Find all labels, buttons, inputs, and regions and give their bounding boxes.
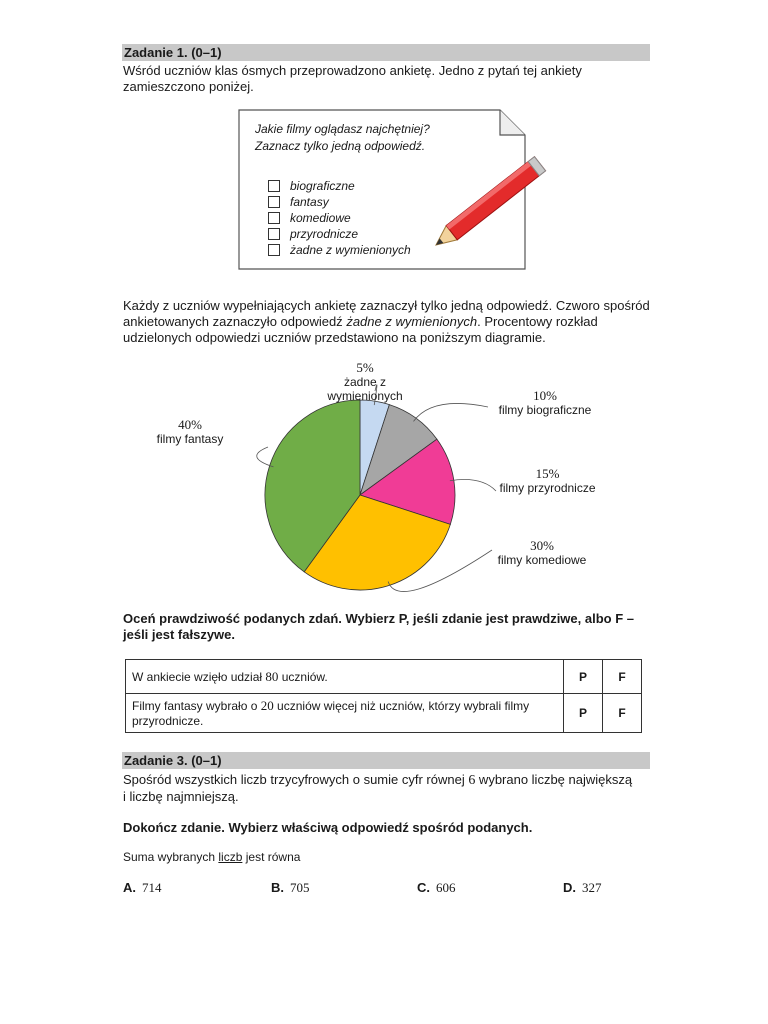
desc-text: ankietowanych zaznaczyło odpowiedź [123, 314, 347, 329]
statement-number: 80 [265, 668, 279, 684]
task1-instruction-line2: jeśli jest fałszywe. [123, 627, 236, 642]
answer-letter: B. [271, 880, 284, 895]
answer-letter: A. [123, 880, 136, 895]
pie-label-comedy [492, 539, 592, 567]
task1-desc-line1: Każdy z uczniów wypełniających ankietę zaznaczył tylko jedną odpowiedź. Czworo spośród [123, 298, 650, 313]
pie-label-fantasy [145, 418, 235, 446]
task1-intro-line2: zamieszczono poniżej. [123, 79, 254, 94]
desc-text: . Procentowy rozkład [477, 314, 598, 329]
option-p-button[interactable]: P [564, 660, 603, 694]
statement-number: 20 [260, 698, 274, 713]
answer-d[interactable] [563, 880, 602, 896]
task3-instruction: Dokończ zdanie. Wybierz właściwą odpowiedź spośród podanych. [123, 820, 533, 835]
checkbox-icon [268, 196, 280, 208]
task3-underlined-text: liczb [218, 850, 243, 864]
true-false-table [125, 659, 642, 733]
survey-option-label: przyrodnicze [290, 227, 359, 241]
answer-value: 327 [582, 880, 602, 895]
task3-text: wybrano liczbę największą [475, 772, 633, 787]
answer-value: 606 [436, 880, 456, 895]
task3-text: Suma wybranych [123, 850, 219, 864]
statement-cell [126, 694, 564, 733]
survey-option-label: biograficzne [290, 179, 355, 193]
statement-text: uczniów. [278, 669, 328, 684]
task3-line2: i liczbę najmniejszą. [123, 789, 239, 804]
checkbox-icon [268, 212, 280, 224]
survey-option-1 [268, 179, 355, 193]
option-f-button[interactable]: F [603, 660, 642, 694]
answer-letter: D. [563, 880, 576, 895]
task3-stem [123, 849, 300, 865]
pie-category: filmy przyrodnicze [499, 481, 596, 495]
survey-option-label: żadne z wymienionych [290, 243, 411, 257]
survey-option-4 [268, 227, 358, 241]
pie-category: filmy fantasy [156, 432, 224, 446]
survey-question-line1: Jakie filmy oglądasz najchętniej? [255, 122, 430, 136]
statement-text: Filmy fantasy wybrało o [132, 699, 261, 713]
statement-text: uczniów więcej niż uczniów, którzy wybrali filmy przyrodnicze. [132, 699, 530, 728]
survey-option-label: fantasy [290, 195, 329, 209]
task3-text: jest równa [242, 850, 301, 864]
pie-category: filmy komediowe [497, 553, 587, 567]
survey-option-label: komediowe [290, 211, 351, 225]
pie-category: filmy biograficzne [498, 403, 592, 417]
statement-cell [126, 660, 564, 694]
desc-italic-text: żadne z wymienionych [346, 314, 478, 329]
answer-c[interactable] [417, 880, 456, 896]
pie-percent: 40% [178, 417, 202, 432]
answer-b[interactable] [271, 880, 310, 896]
task1-desc-line2 [123, 314, 598, 330]
survey-question-line2: Zaznacz tylko jedną odpowiedź. [255, 139, 426, 153]
checkbox-icon [268, 244, 280, 256]
task1-header: Zadanie 1. (0–1) [122, 44, 650, 61]
pie-percent: 10% [533, 388, 557, 403]
pie-percent: 30% [530, 538, 554, 553]
task3-number: 6 [468, 773, 476, 788]
survey-option-3 [268, 211, 351, 225]
option-f-button[interactable]: F [603, 694, 642, 733]
pie-label-biographical [490, 389, 600, 417]
checkbox-icon [268, 228, 280, 240]
pencil-icon [430, 150, 550, 260]
pie-leader-line [450, 480, 496, 491]
table-row [126, 660, 642, 694]
pie-leader-line [413, 403, 488, 421]
answer-value: 714 [142, 880, 162, 895]
task3-line1 [123, 772, 632, 789]
pie-percent: 5% [356, 360, 374, 375]
pie-percent: 15% [535, 466, 560, 481]
task1-desc-line3: udzielonych odpowiedzi uczniów przedstawiono na poniższym diagramie. [123, 330, 546, 345]
pie-label-nature [495, 467, 600, 495]
pie-label-none [305, 361, 425, 403]
table-row [126, 694, 642, 733]
task1-instruction-line1: Oceń prawdziwość podanych zdań. Wybierz P, jeśli zdanie jest prawdziwe, albo F – [123, 611, 634, 626]
answer-value: 705 [290, 880, 310, 895]
answer-a[interactable] [123, 880, 162, 896]
task1-intro-line1: Wśród uczniów klas ósmych przeprowadzono ankietę. Jedno z pytań tej ankiety [123, 63, 582, 78]
option-p-button[interactable]: P [564, 694, 603, 733]
answer-letter: C. [417, 880, 430, 895]
task3-text: Spośród wszystkich liczb trzycyfrowych o sumie cyfr równej [123, 772, 469, 787]
survey-option-2 [268, 195, 329, 209]
checkbox-icon [268, 180, 280, 192]
statement-text: W ankiecie wzięło udział [132, 669, 266, 684]
survey-option-5 [268, 243, 411, 257]
task3-header: Zadanie 3. (0–1) [122, 752, 650, 769]
pie-category: żadne z wymienionych [327, 375, 403, 403]
